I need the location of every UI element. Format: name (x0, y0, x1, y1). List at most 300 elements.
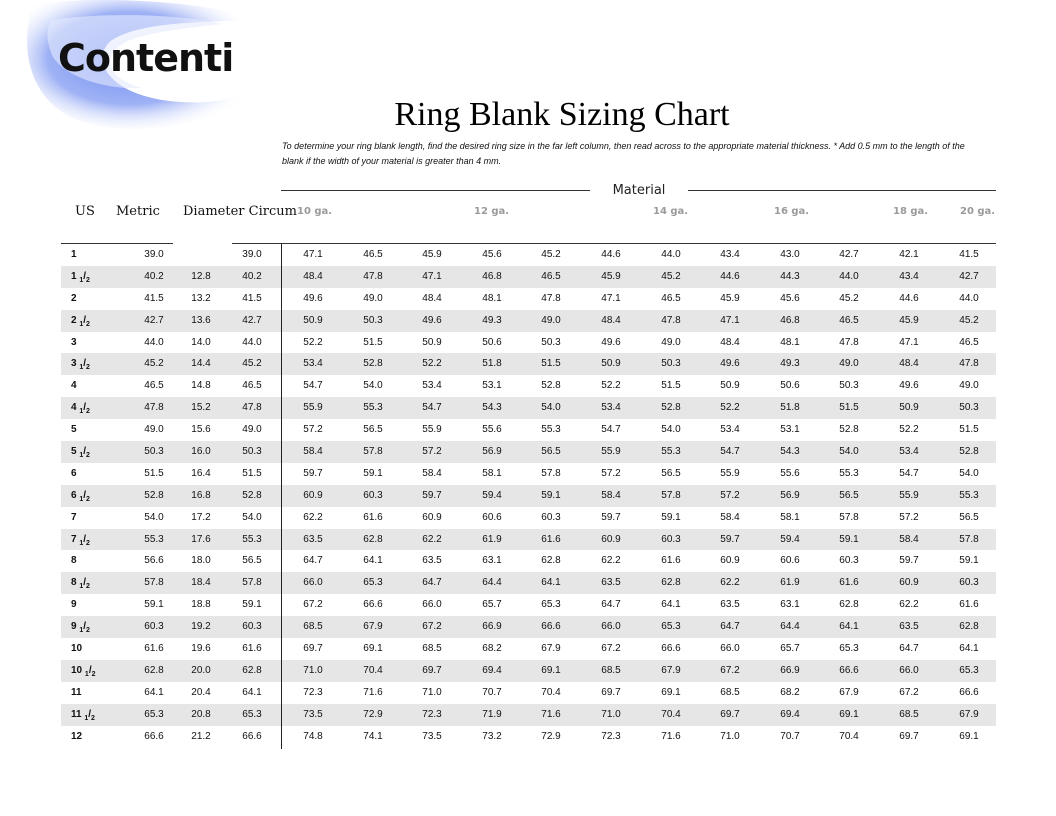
metric-cell: 64.1 (144, 686, 164, 698)
blank-length-cell: 49.0 (363, 292, 383, 304)
blank-length-cell: 68.5 (601, 664, 621, 676)
metric-cell: 50.3 (144, 446, 164, 458)
blank-length-cell: 45.9 (601, 270, 621, 282)
blank-length-cell: 69.7 (601, 686, 621, 698)
blank-length-cell: 43.0 (780, 249, 800, 260)
blank-length-cell: 69.1 (541, 664, 561, 676)
blank-length-cell: 66.0 (303, 577, 323, 589)
blank-length-cell: 53.4 (422, 380, 442, 392)
diameter-cell: 13.6 (191, 314, 211, 326)
blank-length-cell: 55.6 (482, 424, 502, 436)
blank-length-cell: 57.8 (661, 489, 681, 501)
blank-length-cell: 74.1 (363, 730, 383, 742)
blank-length-cell: 47.8 (959, 358, 979, 370)
table-row (61, 682, 996, 704)
blank-length-cell: 45.9 (422, 249, 442, 260)
metric-cell: 52.8 (144, 489, 164, 501)
blank-length-cell: 44.3 (780, 270, 800, 282)
blank-length-cell: 64.7 (899, 643, 919, 655)
blank-length-cell: 54.0 (959, 467, 979, 479)
blank-length-cell: 72.3 (422, 708, 442, 720)
blank-length-cell: 72.3 (601, 730, 621, 742)
blank-length-cell: 59.1 (363, 467, 383, 479)
blank-length-cell: 67.2 (303, 599, 323, 611)
gauge-header-12: 12 ga. (474, 206, 510, 217)
blank-length-cell: 71.6 (363, 686, 383, 698)
blank-length-cell: 48.4 (720, 336, 740, 348)
circ-cell: 65.3 (242, 708, 262, 720)
blank-length-cell: 62.2 (601, 555, 621, 567)
blank-length-cell: 50.6 (780, 380, 800, 392)
blank-length-cell: 44.0 (959, 292, 979, 304)
blank-length-cell: 49.3 (780, 358, 800, 370)
blank-length-cell: 72.9 (363, 708, 383, 720)
blank-length-cell: 63.5 (720, 599, 740, 611)
blank-length-cell: 58.4 (601, 489, 621, 501)
diameter-cell: 21.2 (191, 730, 211, 742)
table-row (61, 266, 996, 288)
blank-length-cell: 46.5 (541, 270, 561, 282)
blank-length-cell: 56.5 (959, 511, 979, 523)
diameter-cell: 19.2 (191, 621, 211, 633)
metric-cell: 57.8 (144, 577, 164, 589)
us-size-number: 11 (71, 708, 82, 720)
blank-length-cell: 45.9 (899, 314, 919, 326)
blank-length-cell: 66.6 (541, 621, 561, 633)
blank-length-cell: 69.4 (482, 664, 502, 676)
blank-length-cell: 47.8 (839, 336, 859, 348)
circ-cell: 59.1 (242, 599, 262, 611)
us-size-cell (71, 288, 77, 310)
circ-cell: 60.3 (242, 621, 262, 633)
blank-length-cell: 48.1 (482, 292, 502, 304)
half-size-fraction: $_1/_2$ (79, 402, 90, 416)
blank-length-cell: 51.8 (482, 358, 502, 370)
blank-length-cell: 55.3 (363, 402, 383, 414)
metric-cell: 45.2 (144, 358, 164, 370)
blank-length-cell: 58.4 (303, 446, 323, 458)
circ-cell: 47.8 (242, 402, 262, 414)
blank-length-cell: 46.5 (363, 249, 383, 260)
circ-cell: 40.2 (242, 270, 262, 282)
blank-length-cell: 55.6 (780, 467, 800, 479)
blank-length-cell: 68.2 (780, 686, 800, 698)
blank-length-cell: 46.5 (661, 292, 681, 304)
diameter-cell: 16.4 (191, 467, 211, 479)
gauge-header-16: 16 ga. (774, 206, 810, 217)
blank-length-cell: 71.6 (541, 708, 561, 720)
blank-length-cell: 50.6 (482, 336, 502, 348)
blank-length-cell: 69.1 (839, 708, 859, 720)
blank-length-cell: 66.0 (899, 664, 919, 676)
blank-length-cell: 49.0 (661, 336, 681, 348)
diameter-cell: 15.2 (191, 402, 211, 414)
blank-length-cell: 52.8 (959, 446, 979, 458)
blank-length-cell: 59.1 (661, 511, 681, 523)
blank-length-cell: 61.6 (959, 599, 979, 611)
blank-length-cell: 59.7 (601, 511, 621, 523)
page-title: Ring Blank Sizing Chart (394, 96, 730, 133)
blank-length-cell: 60.6 (780, 555, 800, 567)
blank-length-cell: 61.6 (661, 555, 681, 567)
logo (22, 0, 262, 140)
blank-length-cell: 60.9 (303, 489, 323, 501)
us-size-number: 4 (71, 380, 77, 392)
circ-cell: 45.2 (242, 358, 262, 370)
blank-length-cell: 64.1 (839, 621, 859, 633)
blank-length-cell: 69.1 (959, 730, 979, 742)
blank-length-cell: 42.7 (959, 270, 979, 282)
blank-length-cell: 54.0 (363, 380, 383, 392)
blank-length-cell: 53.1 (482, 380, 502, 392)
blank-length-cell: 55.3 (959, 489, 979, 501)
blank-length-cell: 57.8 (959, 533, 979, 545)
blank-length-cell: 52.8 (363, 358, 383, 370)
blank-length-cell: 55.3 (661, 446, 681, 458)
us-size-number: 2 (71, 292, 77, 304)
circ-cell: 46.5 (242, 380, 262, 392)
blank-length-cell: 66.0 (601, 621, 621, 633)
blank-length-cell: 68.5 (899, 708, 919, 720)
blank-length-cell: 59.1 (959, 555, 979, 567)
half-size-fraction: $_1/_2$ (84, 664, 96, 678)
diameter-cell: 20.8 (191, 708, 211, 720)
blank-length-cell: 50.9 (601, 358, 621, 370)
blank-length-cell: 57.2 (720, 489, 740, 501)
us-size-number: 6 (71, 467, 77, 479)
metric-cell: 47.8 (144, 402, 164, 414)
blank-length-cell: 65.3 (839, 643, 859, 655)
blank-length-cell: 55.9 (601, 446, 621, 458)
table-row (61, 419, 996, 441)
blank-length-cell: 66.6 (363, 599, 383, 611)
blank-length-cell: 61.9 (482, 533, 502, 545)
blank-length-cell: 50.3 (959, 402, 979, 414)
table-divider (281, 243, 282, 749)
circ-cell: 42.7 (242, 314, 262, 326)
blank-length-cell: 54.7 (422, 402, 442, 414)
blank-length-cell: 44.0 (661, 249, 681, 260)
blank-length-cell: 66.9 (482, 621, 502, 633)
metric-cell: 65.3 (144, 708, 164, 720)
blank-length-cell: 45.2 (541, 249, 561, 260)
blank-length-cell: 46.8 (780, 314, 800, 326)
blank-length-cell: 51.5 (959, 424, 979, 436)
gauge-header-14: 14 ga. (653, 206, 689, 217)
table-row (61, 726, 996, 748)
table-row (61, 638, 996, 660)
blank-length-cell: 53.1 (780, 424, 800, 436)
blank-length-cell: 52.2 (601, 380, 621, 392)
blank-length-cell: 64.1 (959, 643, 979, 655)
blank-length-cell: 65.3 (661, 621, 681, 633)
circ-cell: 57.8 (242, 577, 262, 589)
us-size-number: 10 (71, 664, 83, 676)
blank-length-cell: 45.9 (720, 292, 740, 304)
blank-length-cell: 43.4 (720, 249, 740, 260)
half-size-fraction: $_1/_2$ (79, 533, 90, 547)
blank-length-cell: 66.6 (661, 643, 681, 655)
circ-cell: 61.6 (242, 643, 262, 655)
blank-length-cell: 73.5 (303, 708, 323, 720)
circ-cell: 39.0 (242, 249, 262, 260)
blank-length-cell: 53.4 (601, 402, 621, 414)
blank-length-cell: 54.7 (899, 467, 919, 479)
table-row (61, 616, 996, 638)
circ-cell: 50.3 (242, 446, 262, 458)
blank-length-cell: 71.0 (303, 664, 323, 676)
blank-length-cell: 55.9 (303, 402, 323, 414)
blank-length-cell: 60.3 (959, 577, 979, 589)
blank-length-cell: 47.8 (363, 270, 383, 282)
blank-length-cell: 67.2 (899, 686, 919, 698)
blank-length-cell: 57.8 (839, 511, 859, 523)
blank-length-cell: 49.6 (720, 358, 740, 370)
blank-length-cell: 63.1 (482, 555, 502, 567)
blank-length-cell: 57.2 (303, 424, 323, 436)
blank-length-cell: 41.5 (959, 249, 979, 260)
blank-length-cell: 69.7 (899, 730, 919, 742)
blank-length-cell: 51.8 (780, 402, 800, 414)
blank-length-cell: 51.5 (661, 380, 681, 392)
blank-length-cell: 66.6 (959, 686, 979, 698)
material-header: Material (612, 183, 666, 198)
us-size-number: 1 (71, 249, 77, 260)
diameter-cell: 16.0 (191, 446, 211, 458)
blank-length-cell: 60.9 (601, 533, 621, 545)
diameter-cell: 17.2 (191, 511, 211, 523)
blank-length-cell: 59.7 (422, 489, 442, 501)
circ-cell: 54.0 (242, 511, 262, 523)
metric-cell: 41.5 (144, 292, 164, 304)
blank-length-cell: 49.0 (839, 358, 859, 370)
us-size-number: 9 (71, 599, 77, 611)
blank-length-cell: 54.0 (541, 402, 561, 414)
metric-cell: 42.7 (144, 314, 164, 326)
metric-cell: 51.5 (144, 467, 164, 479)
blank-length-cell: 50.9 (422, 336, 442, 348)
blank-length-cell: 51.5 (839, 402, 859, 414)
blank-length-cell: 65.3 (541, 599, 561, 611)
blank-length-cell: 60.6 (482, 511, 502, 523)
metric-cell: 59.1 (144, 599, 164, 611)
diameter-cell: 13.2 (191, 292, 211, 304)
blank-length-cell: 49.6 (303, 292, 323, 304)
half-size-fraction: $_1/_2$ (79, 577, 90, 591)
blank-length-cell: 62.8 (661, 577, 681, 589)
blank-length-cell: 65.7 (482, 599, 502, 611)
blank-length-cell: 67.9 (839, 686, 859, 698)
blank-length-cell: 70.4 (661, 708, 681, 720)
diameter-cell: 18.8 (191, 599, 211, 611)
diameter-cell: 16.8 (191, 489, 211, 501)
blank-length-cell: 49.6 (899, 380, 919, 392)
blank-length-cell: 60.3 (661, 533, 681, 545)
blank-length-cell: 59.1 (541, 489, 561, 501)
blank-length-cell: 69.1 (661, 686, 681, 698)
table-row (61, 310, 996, 332)
blank-length-cell: 55.9 (899, 489, 919, 501)
blank-length-cell: 48.4 (601, 314, 621, 326)
blank-length-cell: 69.7 (720, 708, 740, 720)
blank-length-cell: 58.1 (780, 511, 800, 523)
blank-length-cell: 54.0 (661, 424, 681, 436)
blank-length-cell: 50.3 (661, 358, 681, 370)
blank-length-cell: 70.4 (839, 730, 859, 742)
blank-length-cell: 60.9 (720, 555, 740, 567)
us-size-cell (71, 507, 77, 529)
blank-length-cell: 52.2 (899, 424, 919, 436)
table-row (61, 353, 996, 375)
metric-cell: 54.0 (144, 511, 164, 523)
blank-length-cell: 47.1 (422, 270, 442, 282)
blank-length-cell: 72.9 (541, 730, 561, 742)
blank-length-cell: 60.9 (422, 511, 442, 523)
us-size-number: 3 (71, 358, 77, 370)
blank-length-cell: 63.5 (899, 621, 919, 633)
us-column-header: US (75, 204, 95, 219)
blank-length-cell: 57.8 (363, 446, 383, 458)
blank-length-cell: 44.0 (839, 270, 859, 282)
blank-length-cell: 52.8 (839, 424, 859, 436)
blank-length-cell: 48.4 (303, 270, 323, 282)
blank-length-cell: 48.4 (899, 358, 919, 370)
blank-length-cell: 56.5 (839, 489, 859, 501)
us-size-number: 5 (71, 424, 77, 436)
blank-length-cell: 67.9 (541, 643, 561, 655)
blank-length-cell: 60.3 (839, 555, 859, 567)
blank-length-cell: 53.4 (720, 424, 740, 436)
blank-length-cell: 64.1 (363, 555, 383, 567)
blank-length-cell: 47.1 (899, 336, 919, 348)
circumference-header: Circum (248, 204, 297, 219)
table-row (61, 572, 996, 594)
blank-length-cell: 57.8 (541, 467, 561, 479)
us-size-number: 12 (71, 730, 83, 742)
blank-length-cell: 44.6 (601, 249, 621, 260)
blank-length-cell: 50.9 (720, 380, 740, 392)
table-row (61, 332, 996, 354)
us-size-cell (71, 375, 77, 397)
blank-length-cell: 69.1 (363, 643, 383, 655)
blank-length-cell: 54.3 (780, 446, 800, 458)
blank-length-cell: 66.0 (720, 643, 740, 655)
blank-length-cell: 72.3 (303, 686, 323, 698)
table-row (61, 550, 996, 572)
blank-length-cell: 62.2 (899, 599, 919, 611)
gauge-header-18: 18 ga. (893, 206, 929, 217)
diameter-circumference-header (183, 204, 297, 219)
us-size-number: 11 (71, 686, 82, 698)
diameter-cell: 17.6 (191, 533, 211, 545)
gauge-header-20: 20 ga. (960, 206, 996, 217)
us-size-number: 5 (71, 446, 77, 458)
us-size-cell (71, 550, 77, 572)
blank-length-cell: 66.9 (780, 664, 800, 676)
blank-length-cell: 62.8 (541, 555, 561, 567)
us-size-number: 3 (71, 336, 77, 348)
diameter-cell: 12.8 (191, 270, 211, 282)
blank-length-cell: 71.9 (482, 708, 502, 720)
blank-length-cell: 51.5 (363, 336, 383, 348)
blank-length-cell: 68.5 (422, 643, 442, 655)
blank-length-cell: 49.3 (482, 314, 502, 326)
circ-cell: 62.8 (242, 664, 262, 676)
blank-length-cell: 45.6 (780, 292, 800, 304)
diameter-cell: 14.0 (191, 336, 211, 348)
blank-length-cell: 52.8 (661, 402, 681, 414)
blank-length-cell: 53.4 (303, 358, 323, 370)
blank-length-cell: 69.7 (422, 664, 442, 676)
blank-length-cell: 48.1 (780, 336, 800, 348)
blank-length-cell: 64.7 (720, 621, 740, 633)
blank-length-cell: 47.1 (601, 292, 621, 304)
blank-length-cell: 64.1 (661, 599, 681, 611)
blank-length-cell: 56.9 (780, 489, 800, 501)
us-size-number: 4 (71, 402, 77, 414)
blank-length-cell: 45.2 (959, 314, 979, 326)
table-row (61, 244, 996, 266)
blank-length-cell: 64.7 (601, 599, 621, 611)
blank-length-cell: 71.0 (720, 730, 740, 742)
blank-length-cell: 59.7 (303, 467, 323, 479)
blank-length-cell: 47.8 (661, 314, 681, 326)
circ-cell: 41.5 (242, 292, 262, 304)
blank-length-cell: 46.5 (839, 314, 859, 326)
blank-length-cell: 57.2 (422, 446, 442, 458)
blank-length-cell: 55.3 (839, 467, 859, 479)
blank-length-cell: 71.6 (661, 730, 681, 742)
blank-length-cell: 52.2 (422, 358, 442, 370)
blank-length-cell: 54.0 (839, 446, 859, 458)
blank-length-cell: 55.9 (720, 467, 740, 479)
blank-length-cell: 42.7 (839, 249, 859, 260)
blank-length-cell: 67.2 (422, 621, 442, 633)
instructions-text: To determine your ring blank length, find the desired ring size in the far left column, then read across to the appropriate material thickness. * Add 0.5 mm to the length of the blank if the width of your material is greater than 4 mm. (282, 141, 965, 166)
blank-length-cell: 63.5 (303, 533, 323, 545)
blank-length-cell: 62.8 (959, 621, 979, 633)
metric-cell: 60.3 (144, 621, 164, 633)
blank-length-cell: 69.7 (303, 643, 323, 655)
blank-length-cell: 59.7 (720, 533, 740, 545)
metric-cell: 56.6 (144, 555, 164, 567)
diameter-cell: 14.4 (191, 358, 211, 370)
gauge-header-10: 10 ga. (297, 206, 333, 217)
half-size-fraction: $_1/_2$ (79, 314, 90, 328)
blank-length-cell: 60.3 (541, 511, 561, 523)
diameter-cell: 18.4 (191, 577, 211, 589)
us-size-cell (71, 726, 82, 748)
blank-length-cell: 52.8 (541, 380, 561, 392)
blank-length-cell: 64.4 (780, 621, 800, 633)
us-size-cell (71, 594, 77, 616)
logo-text: Contenti (58, 36, 234, 80)
blank-length-cell: 66.0 (422, 599, 442, 611)
blank-length-cell: 47.1 (720, 314, 740, 326)
us-size-number: 1 (71, 270, 77, 282)
metric-cell: 44.0 (144, 336, 164, 348)
blank-length-cell: 70.4 (363, 664, 383, 676)
diameter-cell: 20.0 (191, 664, 211, 676)
blank-length-cell: 61.6 (363, 511, 383, 523)
blank-length-cell: 49.0 (959, 380, 979, 392)
blank-length-cell: 53.4 (899, 446, 919, 458)
blank-length-cell: 49.6 (601, 336, 621, 348)
blank-length-cell: 67.9 (363, 621, 383, 633)
blank-length-cell: 50.3 (541, 336, 561, 348)
material-rule-right (688, 190, 996, 191)
blank-length-cell: 45.6 (482, 249, 502, 260)
